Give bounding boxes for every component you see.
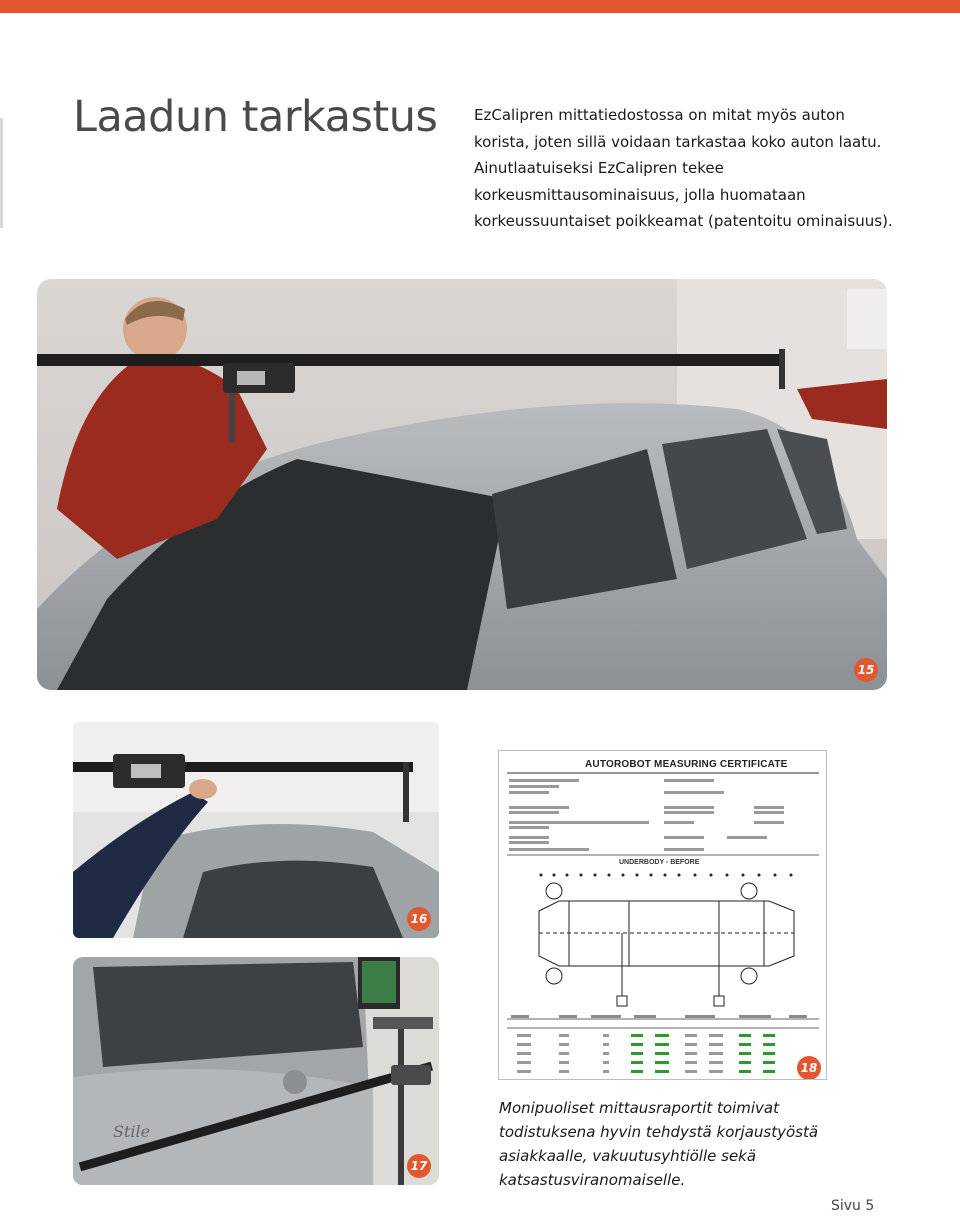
certificate-section-title: UNDERBODY - BEFORE (619, 859, 700, 866)
figure-badge-18: 18 (797, 1056, 821, 1080)
figure-badge-16: 16 (407, 907, 431, 931)
top-accent-bar (0, 0, 960, 13)
certificate-graphic (499, 751, 827, 1080)
svg-text:Stile: Stile (113, 1122, 151, 1141)
intro-paragraph: EzCalipren mittatiedostossa on mitat myös auton korista, joten sillä voidaan tarkastaa koko auton laatu. Ainutlaatuiseksi EzCalipren tekee korkeusmittausominaisuus, jolla huomataan korkeussuuntaiset poikkeamat (patentoitu ominaisuus). (474, 106, 893, 230)
page-title: Laadun tarkastus (73, 92, 438, 142)
photo-caliper-rear-window (73, 722, 439, 938)
measuring-certificate (498, 750, 827, 1080)
figure-badge-17: 17 (407, 1154, 431, 1178)
figure-badge-15: 15 (854, 658, 878, 682)
figure-caption: Monipuoliset mittausraportit toimivat todistuksena hyvin tehdystä korjaustyöstä asiakkaalle, vakuutusyhtiölle sekä katsastusviranomaiselle. (499, 1099, 819, 1189)
page-number: Sivu 5 (831, 1198, 875, 1214)
certificate-title: AUTOROBOT MEASURING CERTIFICATE (585, 759, 788, 770)
photo-caliper-car-roof (37, 279, 887, 690)
photo-caliper-rear-laptop (73, 957, 439, 1185)
side-marker (0, 118, 3, 228)
